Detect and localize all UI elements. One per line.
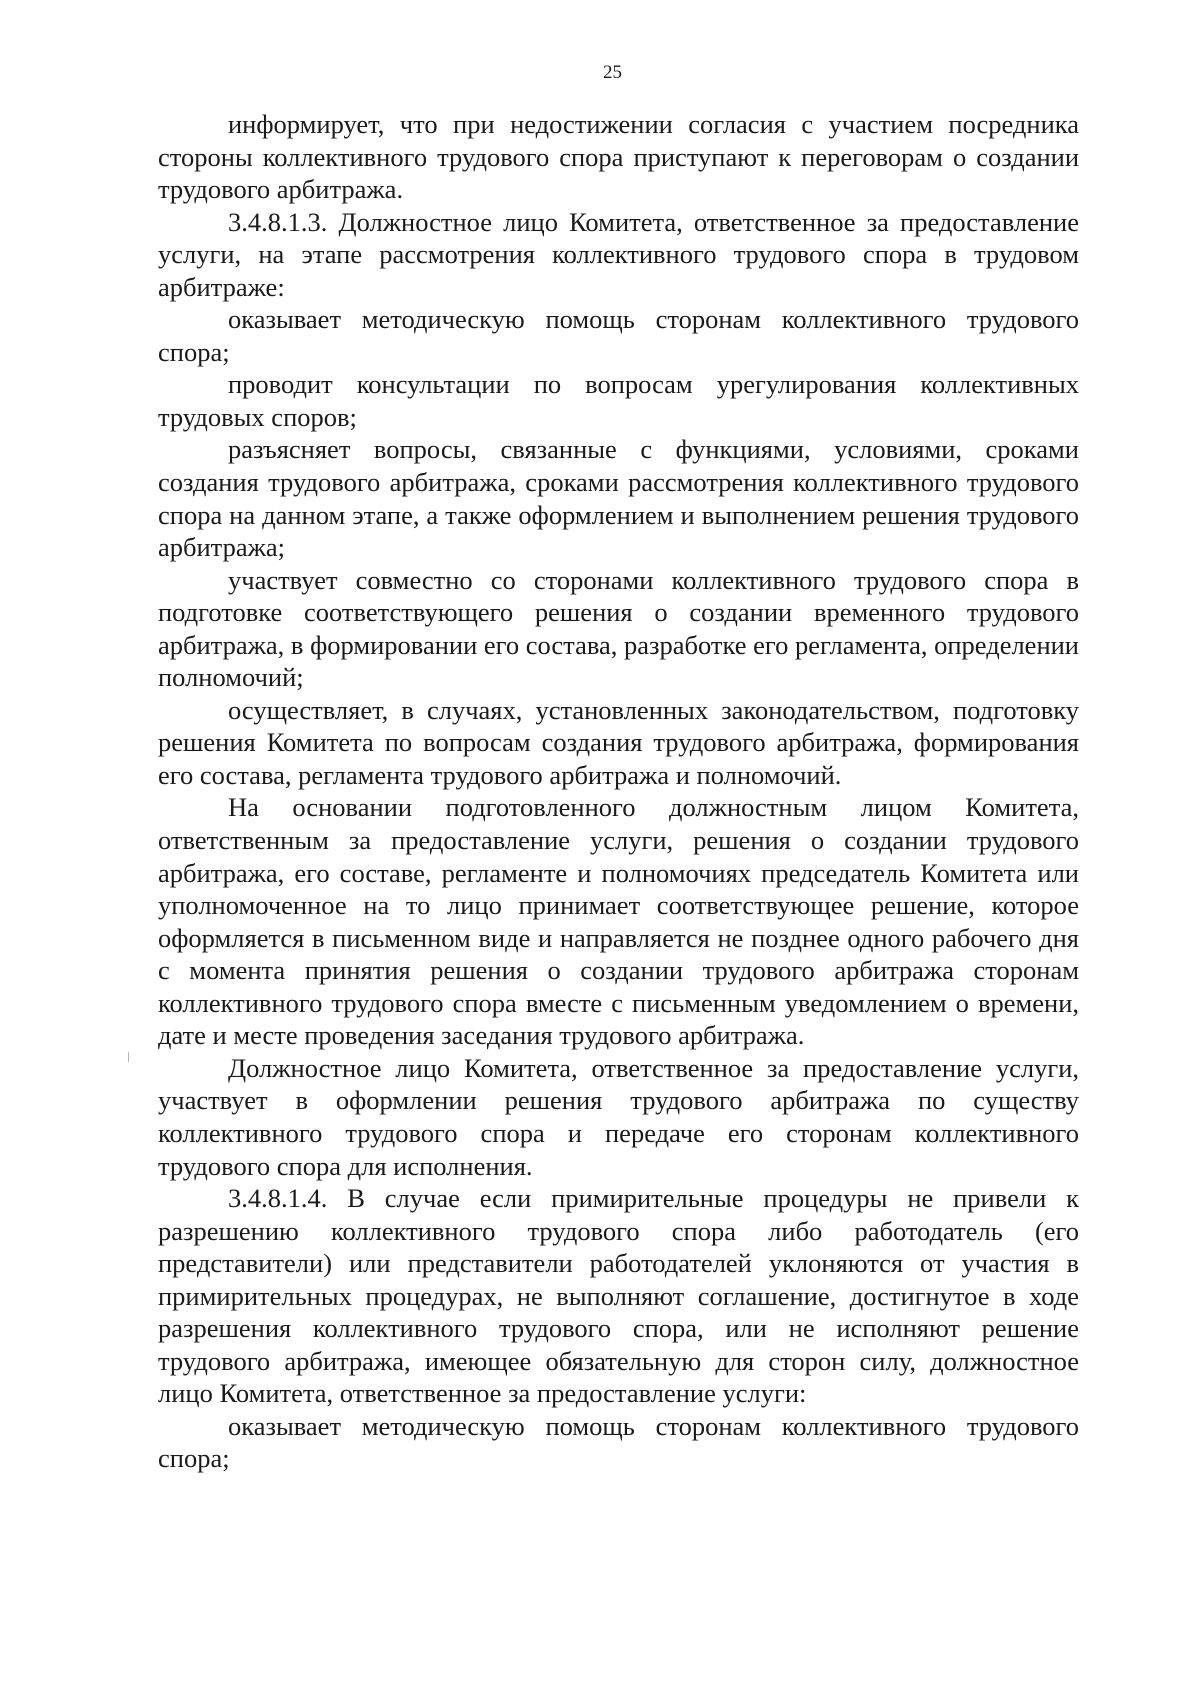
paragraph-continuation: информирует, что при недостижении согласия с участием посредника стороны коллективного трудового спора приступают к переговорам о создании трудового арбитража. — [158, 109, 1079, 205]
paragraph-methodical-help-final: оказывает методическую помощь сторонам коллективного трудового спора; — [158, 1410, 1079, 1474]
paragraph-clause-3-4-8-1-3: 3.4.8.1.3. Должностное лицо Комитета, ответственное за предоставление услуги, на этапе рассмотрения коллективного трудового спора в трудовом арбитраже: — [158, 206, 1079, 302]
scan-artifact — [128, 1052, 129, 1062]
paragraph-participates-jointly: участвует совместно со сторонами коллективного трудового спора в подготовке соответствующего решения о создании временного трудового арбитража, в формировании его состава, разработке его регламента, определении полномочий; — [158, 564, 1079, 693]
page-number: 25 — [603, 62, 622, 83]
document-body — [158, 108, 1079, 1475]
paragraph-chairman-decision: На основании подготовленного должностным лицом Комитета, ответственным за предоставление услуги, решения о создании трудового арбитража, его составе, регламенте и полномочиях председатель Комитета или уполномоченное на то лицо принимает соответствующее решение, которое оформляется в письменном виде и направляется не позднее одного рабочего дня с момента принятия решения о создании трудового арбитража сторонам коллективного трудового спора вместе с письменным уведомлением о времени, дате и месте проведения заседания трудового арбитража. — [158, 792, 1079, 1051]
paragraph-prepares-decision: осуществляет, в случаях, установленных законодательством, подготовку решения Комитета по вопросам создания трудового арбитража, формирования его состава, регламента трудового арбитража и полномочий. — [158, 694, 1079, 790]
paragraph-consultations: проводит консультации по вопросам урегулирования коллективных трудовых споров; — [158, 369, 1079, 432]
paragraph-methodical-help: оказывает методическую помощь сторонам коллективного трудового спора; — [158, 304, 1079, 367]
paragraph-participates-in-formalizing: Должностное лицо Комитета, ответственное за предоставление услуги, участвует в оформлении решения трудового арбитража по существу коллективного трудового спора и передаче его сторонам коллективного трудового спора для исполнения. — [158, 1052, 1079, 1181]
paragraph-clause-3-4-8-1-4: 3.4.8.1.4. В случае если примирительные процедуры не привели к разрешению коллективного трудового спора либо работодатель (его представители) или представители работодателей уклоняются от участия в примирительных процедурах, не выполняют соглашение, достигнутое в ходе разрешения коллективного трудового спора, или не исполняют решение трудового арбитража, имеющее обязательную для сторон силу, должностное лицо Комитета, ответственное за предоставление услуги: — [158, 1183, 1079, 1409]
paragraph-explains-questions: разъясняет вопросы, связанные с функциями, условиями, сроками создания трудового арбитража, сроками рассмотрения коллективного трудового спора на данном этапе, а также оформлением и выполнением решения трудового арбитража; — [158, 434, 1079, 563]
